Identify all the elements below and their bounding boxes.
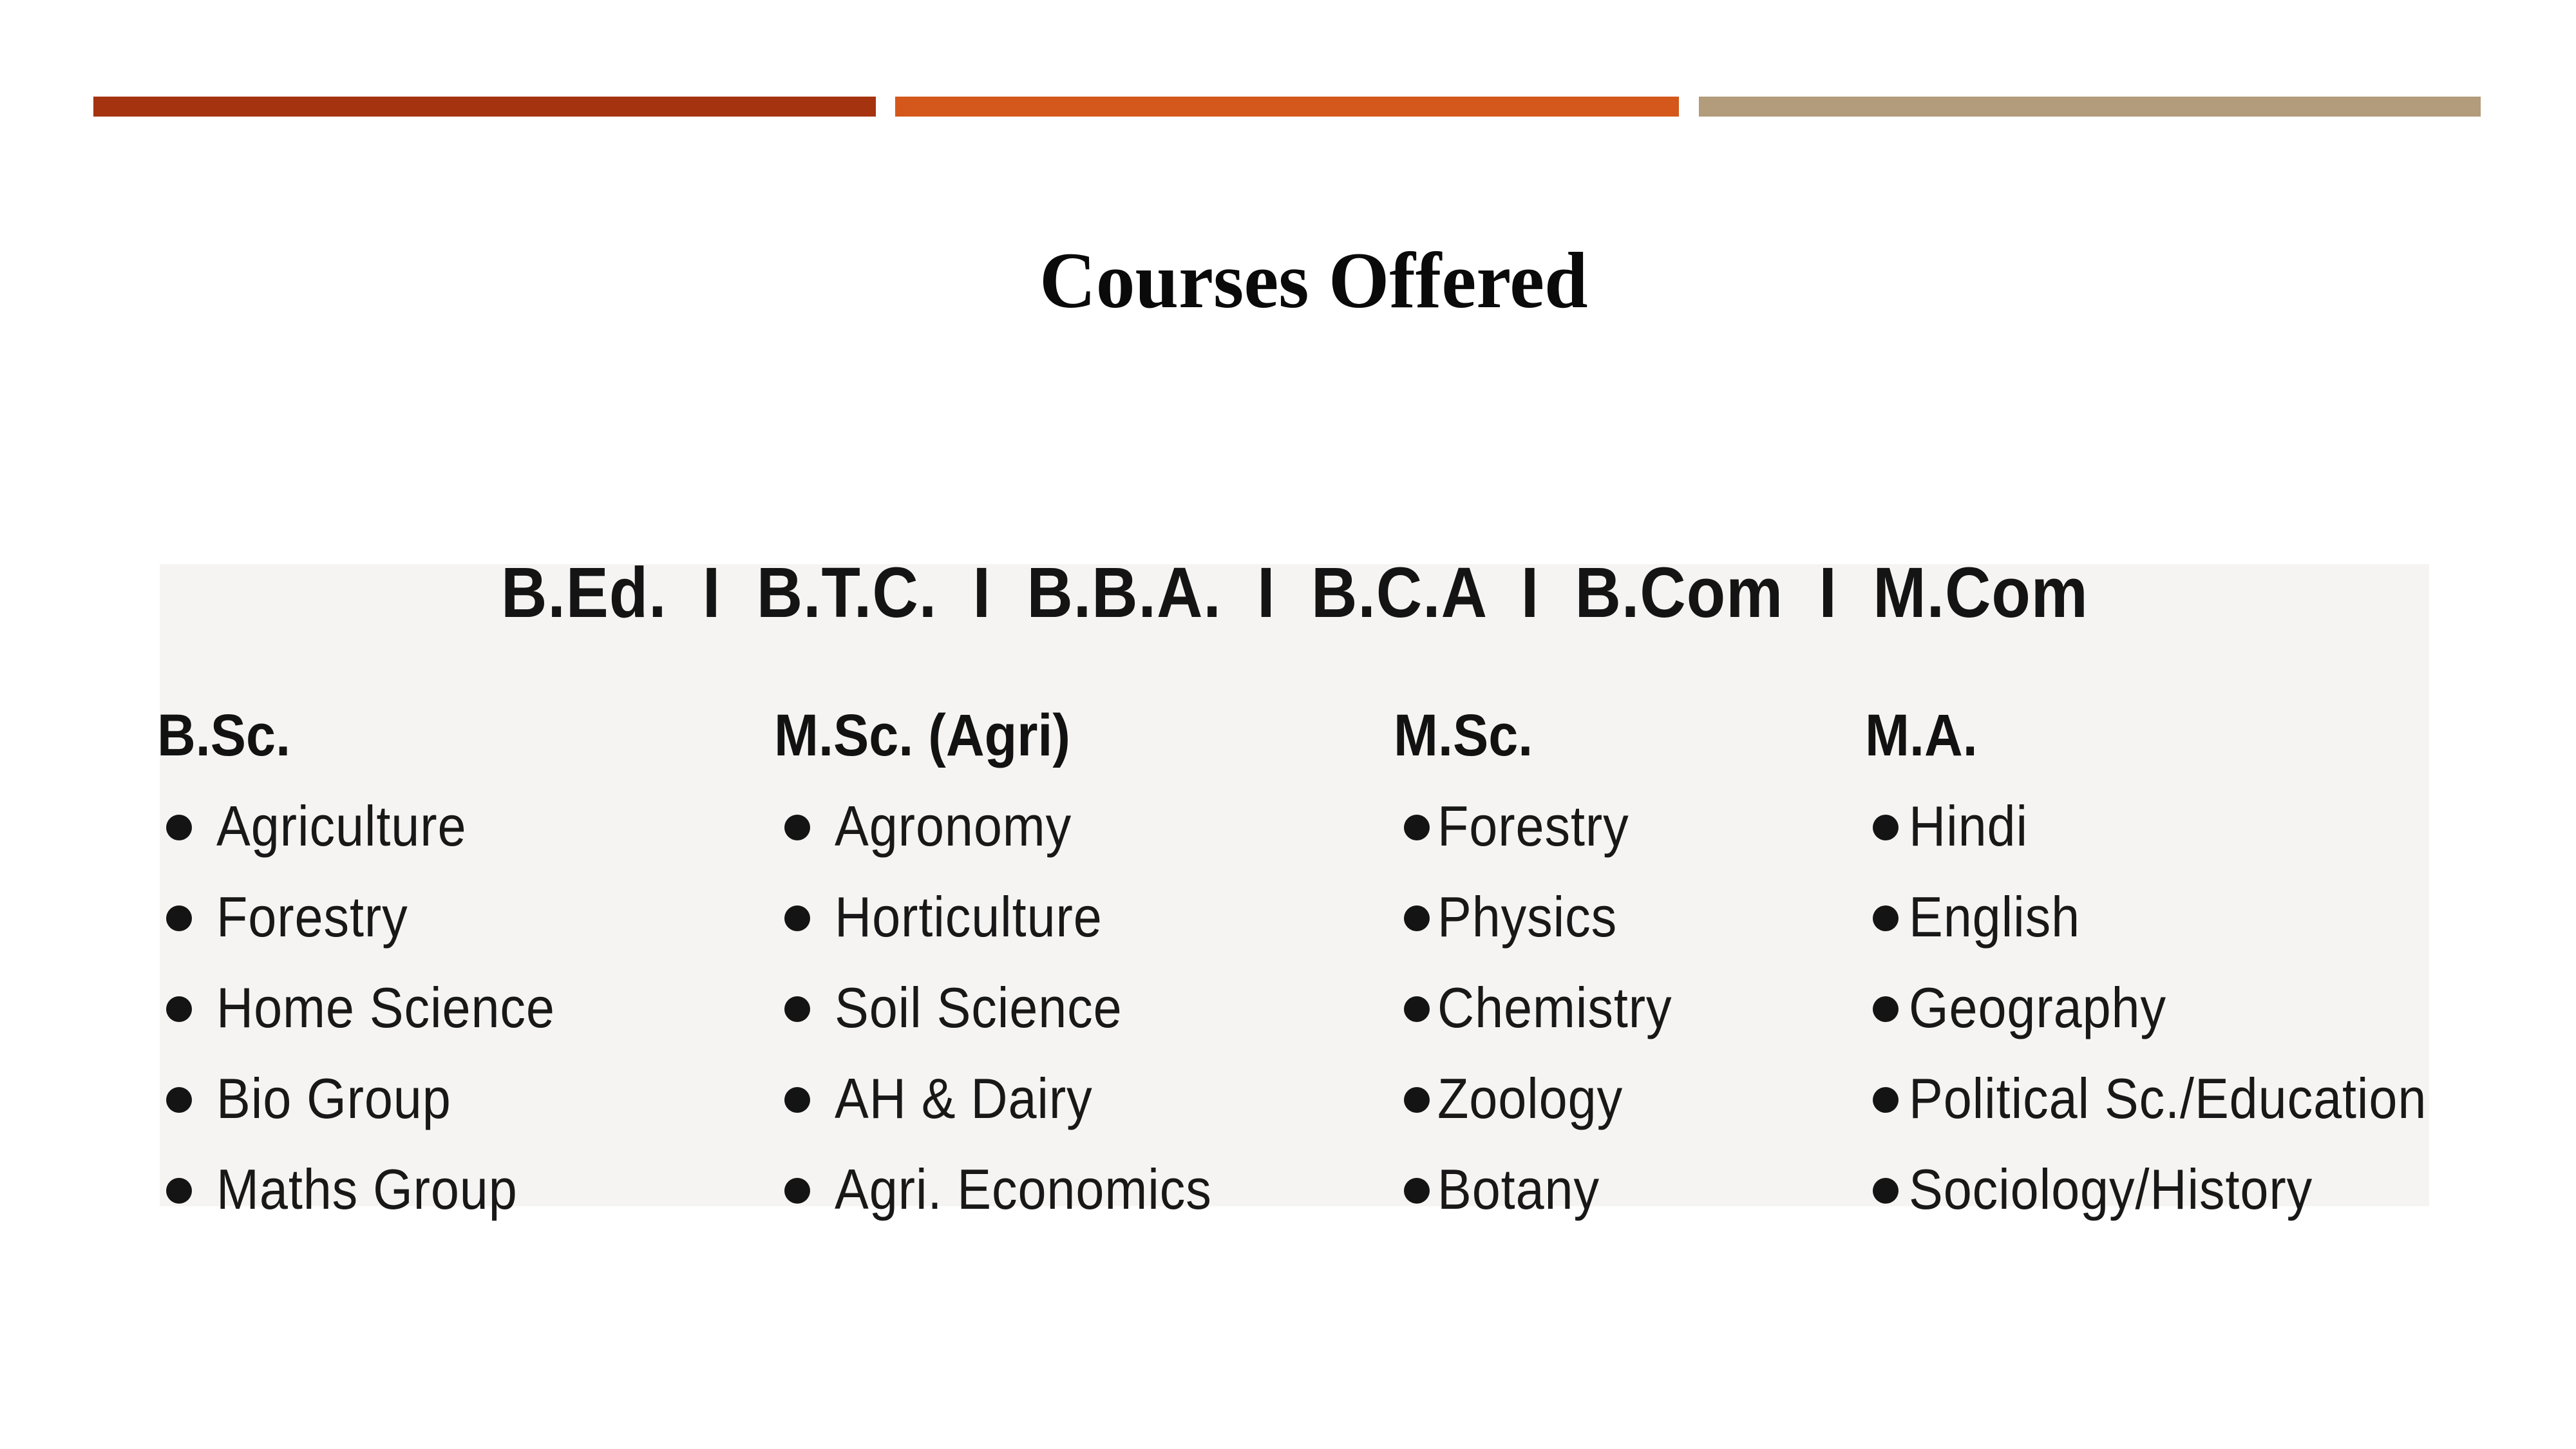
bullet-icon <box>166 905 192 931</box>
column-header <box>774 703 1254 768</box>
course-item-label: Soil Science <box>835 976 1122 1039</box>
course-item-label: Sociology/History <box>1909 1157 2313 1221</box>
course-item <box>1394 885 1698 980</box>
bullet-icon <box>784 905 810 931</box>
course-item <box>1865 794 2485 889</box>
column-header <box>1394 703 1698 768</box>
course-item <box>1394 1157 1698 1252</box>
column-header-text: M.Sc. (Agri) <box>774 703 1071 768</box>
course-list <box>1394 794 1698 1252</box>
course-list <box>1865 794 2485 1252</box>
course-item-label: Horticulture <box>835 885 1103 949</box>
course-item-label: Home Science <box>216 976 555 1039</box>
bullet-icon <box>784 1087 810 1113</box>
accent-bar-center <box>895 97 1679 117</box>
slide-title: Courses Offered <box>1039 236 1588 325</box>
course-item-label: Maths Group <box>216 1157 518 1221</box>
column-header <box>1865 703 2485 768</box>
course-item <box>157 976 592 1070</box>
course-item <box>774 885 1254 980</box>
course-item <box>157 885 592 980</box>
bullet-icon <box>166 996 192 1022</box>
course-item <box>1865 1157 2485 1252</box>
course-item <box>157 794 592 889</box>
column-header-text: B.Sc. <box>157 703 291 768</box>
bullet-icon <box>1873 905 1899 931</box>
course-column-ma <box>1865 703 2485 1252</box>
course-item <box>157 1066 592 1161</box>
course-item <box>774 1066 1254 1161</box>
course-item <box>1394 1066 1698 1161</box>
course-item-label: Agriculture <box>216 794 467 858</box>
course-item-label: English <box>1909 885 2081 949</box>
course-item-label: Physics <box>1437 885 1618 949</box>
bullet-icon <box>1873 1178 1899 1204</box>
bullet-icon <box>166 815 192 840</box>
course-item <box>1394 976 1698 1070</box>
course-column-msc-agri <box>774 703 1254 1252</box>
course-column-bsc <box>157 703 592 1252</box>
course-item-label: Zoology <box>1437 1066 1624 1130</box>
course-column-msc <box>1394 703 1698 1252</box>
course-list <box>157 794 592 1252</box>
course-item <box>1394 794 1698 889</box>
course-item-label: AH & Dairy <box>835 1066 1093 1130</box>
course-item <box>1865 1066 2485 1161</box>
column-header-text: M.Sc. <box>1394 703 1533 768</box>
course-item-label: Bio Group <box>216 1066 451 1130</box>
column-header <box>157 703 592 768</box>
course-list <box>774 794 1254 1252</box>
course-item <box>774 1157 1254 1252</box>
course-item-label: Geography <box>1909 976 2166 1039</box>
course-item <box>1865 885 2485 980</box>
course-item <box>1865 976 2485 1070</box>
course-item <box>774 976 1254 1070</box>
course-item-label: Agronomy <box>835 794 1072 858</box>
bullet-icon <box>1404 1087 1430 1113</box>
accent-bar-left <box>93 97 876 117</box>
bullet-icon <box>1873 996 1899 1022</box>
course-item-label: Forestry <box>216 885 408 949</box>
course-item-label: Forestry <box>1437 794 1629 858</box>
course-item-label: Political Sc./Education <box>1909 1066 2427 1130</box>
course-item-label: Hindi <box>1909 794 2028 858</box>
bullet-icon <box>1404 996 1430 1022</box>
degrees-line <box>501 553 2265 632</box>
bullet-icon <box>1404 1178 1430 1204</box>
course-item-label: Chemistry <box>1437 976 1672 1039</box>
bullet-icon <box>1404 815 1430 840</box>
course-item-label: Agri. Economics <box>835 1157 1212 1221</box>
bullet-icon <box>1873 1087 1899 1113</box>
bullet-icon <box>784 1178 810 1204</box>
course-item <box>157 1157 592 1252</box>
bullet-icon <box>784 815 810 840</box>
bullet-icon <box>1873 815 1899 840</box>
accent-bar-right <box>1699 97 2481 117</box>
bullet-icon <box>166 1087 192 1113</box>
bullet-icon <box>1404 905 1430 931</box>
course-item <box>774 794 1254 889</box>
bullet-icon <box>166 1178 192 1204</box>
bullet-icon <box>784 996 810 1022</box>
course-item-label: Botany <box>1437 1157 1600 1221</box>
degrees-line-text: B.Ed. I B.T.C. I B.B.A. I B.C.A I B.Com I M.Com <box>501 553 2088 632</box>
column-header-text: M.A. <box>1865 703 1978 768</box>
